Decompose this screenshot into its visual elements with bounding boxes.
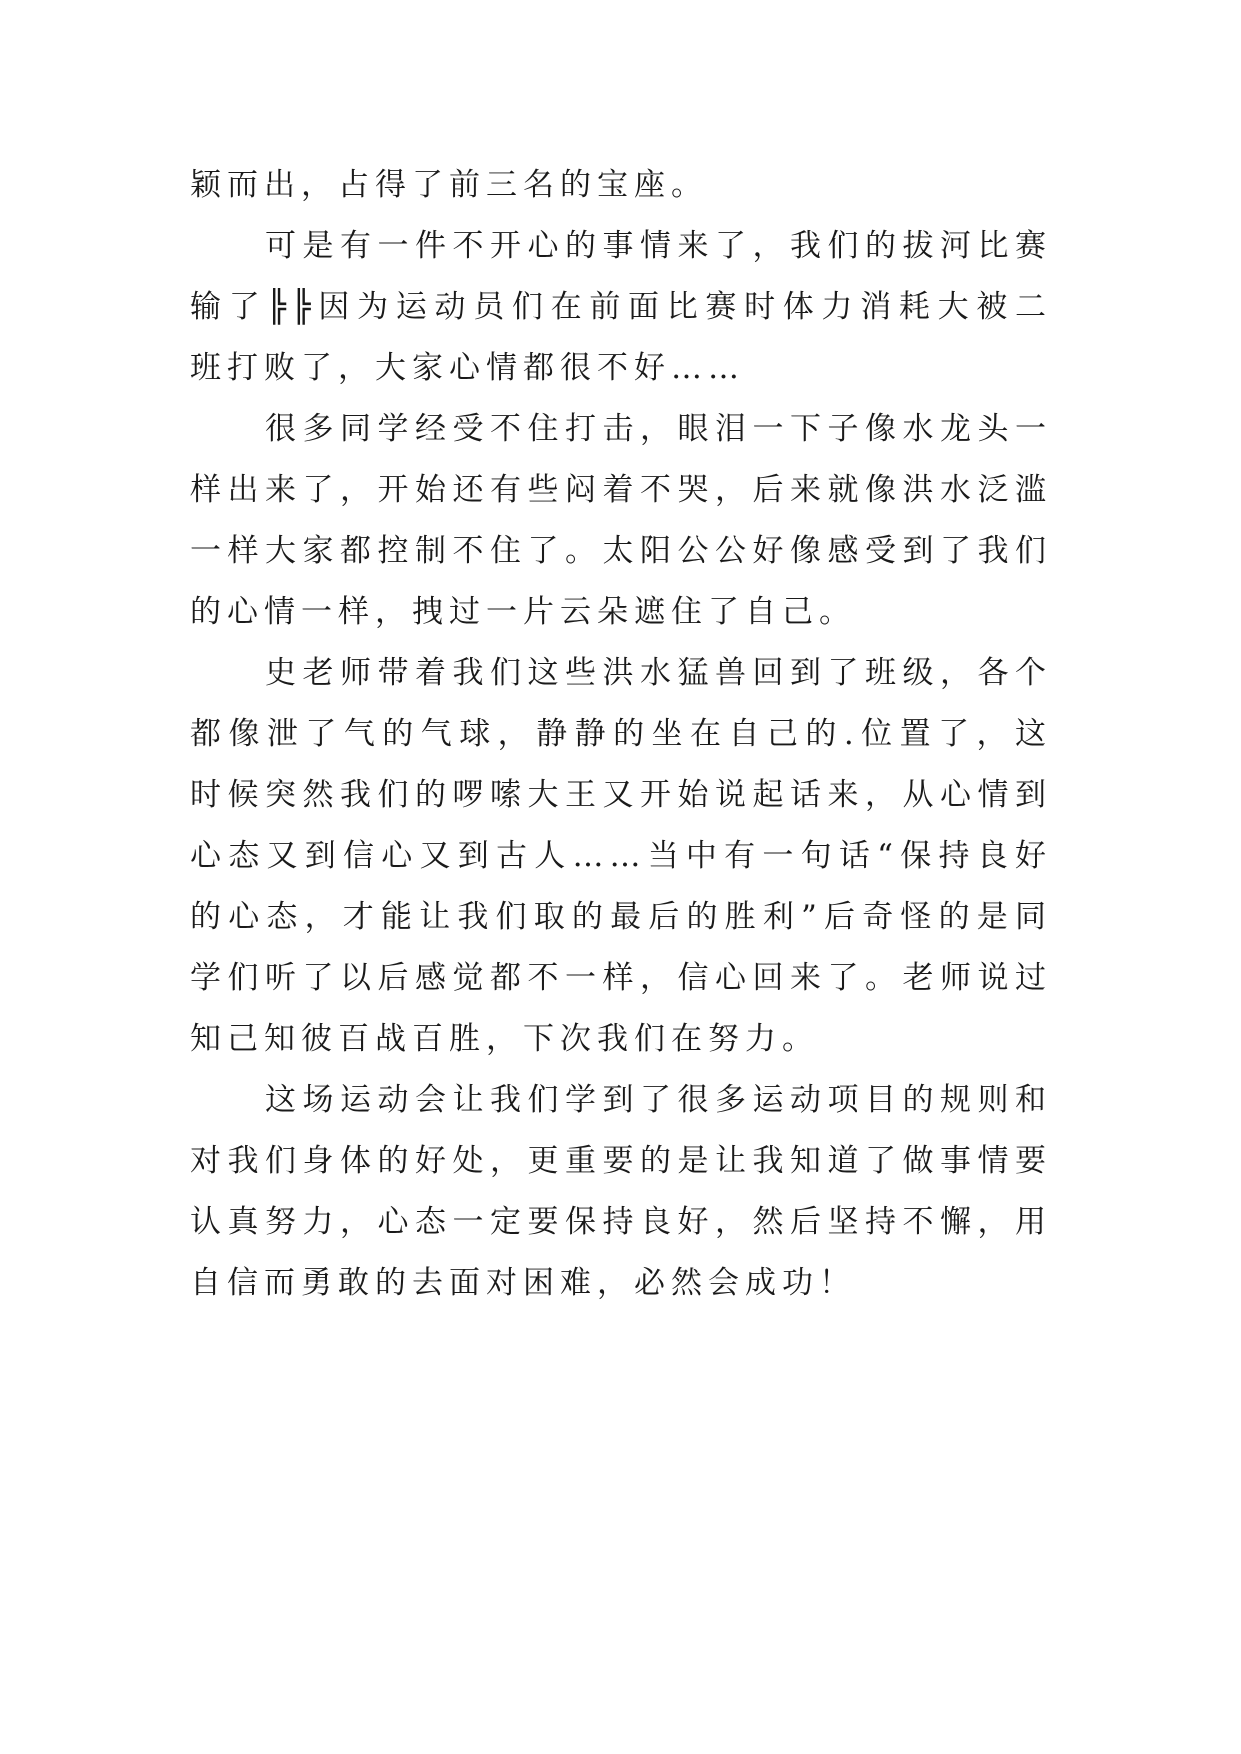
document-body [190, 155, 1052, 1314]
paragraph-4: 史老师带着我们这些洪水猛兽回到了班级，各个都像泄了气的气球，静静的坐在自己的.位置了，这时候突然我们的啰嗦大王又开始说起话来，从心情到心态又到信心又到古人……当中有一句话“保持良好的心态，才能让我们取的最后的胜利”后奇怪的是同学们听了以后感觉都不一样，信心回来了。老师说过知己知彼百战百胜，下次我们在努力。 [190, 655, 1052, 1057]
paragraph-3: 很多同学经受不住打击，眼泪一下子像水龙头一样出来了，开始还有些闷着不哭，后来就像洪水泛滥一样大家都控制不住了。太阳公公好像感受到了我们的心情一样，拽过一片云朵遮住了自己。 [190, 411, 1052, 630]
paragraph-2: 可是有一件不开心的事情来了，我们的拔河比赛输了╠╠因为运动员们在前面比赛时体力消耗大被二班打败了，大家心情都很不好…… [190, 228, 1052, 386]
paragraph-5: 这场运动会让我们学到了很多运动项目的规则和对我们身体的好处，更重要的是让我知道了做事情要认真努力，心态一定要保持良好，然后坚持不懈，用自信而勇敢的去面对困难，必然会成功！ [190, 1082, 1052, 1301]
paragraph-1: 颖而出，占得了前三名的宝座。 [190, 167, 708, 203]
